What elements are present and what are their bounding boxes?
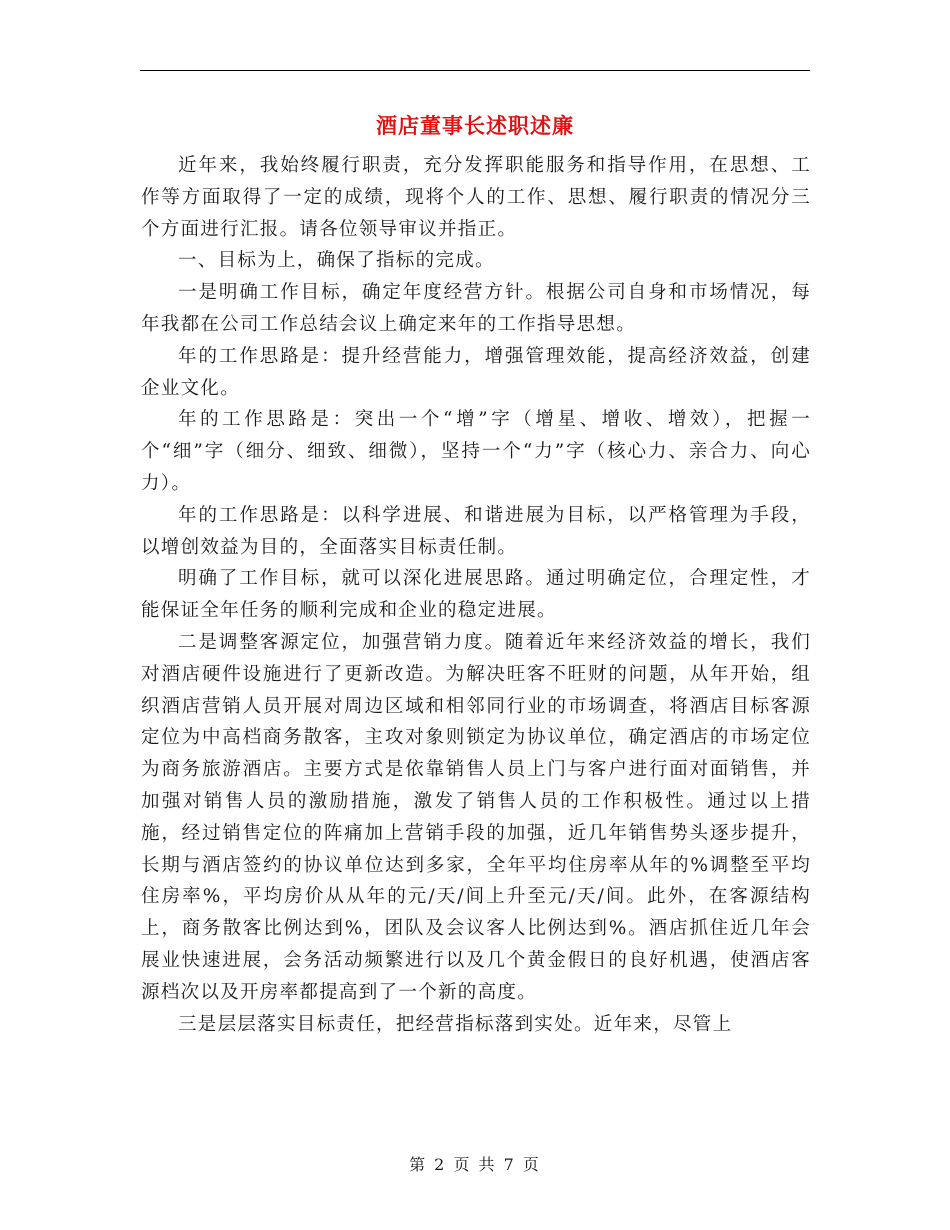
paragraph: 年的工作思路是：提升经营能力，增强管理效能，提高经济效益，创建企业文化。 <box>141 345 811 399</box>
document-title: 酒店董事长述职述廉 <box>376 113 574 138</box>
header-rule <box>140 70 810 71</box>
paragraph: 近年来，我始终履行职责，充分发挥职能服务和指导作用，在思想、工作等方面取得了一定的成绩，现将个人的工作、思想、履行职责的情况分三个方面进行汇报。请各位领导审议并指正。 <box>141 155 811 240</box>
paragraph: 年的工作思路是：以科学进展、和谐进展为目标，以严格管理为手段，以增创效益为目的，全面落实目标责任制。 <box>141 504 811 558</box>
footer-suffix: 页 <box>522 1155 541 1174</box>
footer-middle: 页 共 <box>453 1155 497 1174</box>
paragraph: 一是明确工作目标，确定年度经营方针。根据公司自身和市场情况，每年我都在公司工作总结会议上确定来年的工作指导思想。 <box>141 282 811 335</box>
paragraph: 年的工作思路是：突出一个“增”字（增星、增收、增效），把握一个“细”字（细分、细致、细微），坚持一个“力”字（核心力、亲合力、向心力）。 <box>141 409 811 494</box>
paragraph: 三是层层落实目标责任，把经营指标落到实处。近年来，尽管上 <box>178 1013 733 1035</box>
paragraph: 二是调整客源定位，加强营销力度。随着近年来经济效益的增长，我们对酒店硬件设施进行了更新改造。为解决旺客不旺财的问题，从年开始，组织酒店营销人员开展对周边区域和相邻同行业的市场调查，将酒店目标客源定位为中高档商务散客，主攻对象则锁定为协议单位，确定酒店的市场定位为商务旅游酒店。主要方式是依靠销售人员上门与客户进行面对面销售，并加强对销售人员的激励措施，激发了销售人员的工作积极性。通过以上措施，经过销售定位的阵痛加上营销手段的加强，近几年销售势头逐步提升，长期与酒店签约的协议单位达到多家，全年平均住房率从年的%调整至平均住房率%，平均房价从从年的元/天/间上升至元/天/间。此外，在客源结构上，商务散客比例达到%，团队及会议客人比例达到%。酒店抓住近几年会展业快速进展，会务活动频繁进行以及几个黄金假日的良好机遇，使酒店客源档次以及开房率都提高到了一个新的高度。 <box>141 631 811 1003</box>
paragraph: 明确了工作目标，就可以深化进展思路。通过明确定位，合理定性，才能保证全年任务的顺利完成和企业的稳定进展。 <box>141 568 811 622</box>
page-footer <box>0 1153 950 1177</box>
current-page-number: 2 <box>434 1155 447 1174</box>
footer-prefix: 第 <box>409 1155 428 1174</box>
document-body <box>141 150 811 1040</box>
total-page-count: 7 <box>503 1155 516 1174</box>
paragraph: 一、目标为上，确保了指标的完成。 <box>178 250 495 272</box>
